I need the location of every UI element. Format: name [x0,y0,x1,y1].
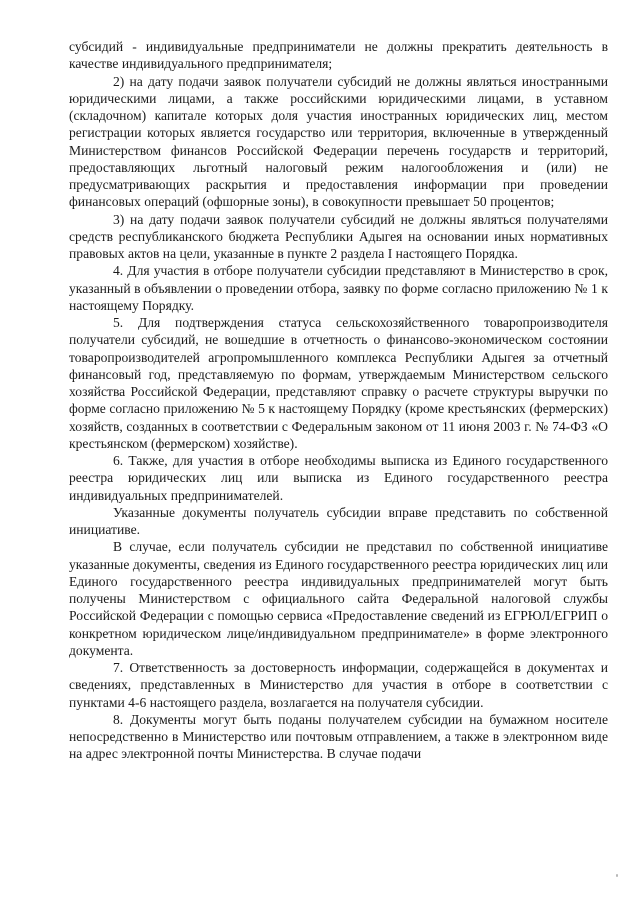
paragraph-6-own-initiative: Указанные документы получатель субсидии вправе представить по собственной инициативе. [69,504,608,537]
paragraph-7-responsibility: 7. Ответственность за достоверность информации, содержащейся в документах и сведениях, представленных в Министерство для участия в отборе в соответствии с пунктами 4-6 настоящего раздела, возлагается на получателя субсидии. [69,660,608,710]
document-body [69,38,608,763]
paragraph-4-application: 4. Для участия в отборе получатели субсидии представляют в Министерство в срок, указанный в объявлении о проведении отбора, заявку по форме согласно приложению № 1 к настоящему Порядку. [69,263,608,313]
paragraph-subsidy-continuation: субсидий - индивидуальные предприниматели не должны прекратить деятельность в качестве индивидуального предпринимателя; [69,39,608,72]
paragraph-item-2-foreign-entities: 2) на дату подачи заявок получатели субсидий не должны являться иностранными юридическими лицами, а также российскими юридическими лицами, в уставном (складочном) капитале которых доля участия иностранных юридических лиц, местом регистрации которых является государство или территория, включенные в утвержденный Министерством финансов Российской Федерации перечень государств и территорий, предоставляющих льготный налоговый режим налогообложения и (или) не предусматривающих раскрытия и предоставления информации при проведении финансовых операций (офшорные зоны), в совокупности превышает 50 процентов; [69,73,608,210]
paragraph-6-fns-service: В случае, если получатель субсидии не представил по собственной инициативе указанные документы, сведения из Единого государственного реестра юридических лиц или Единого государственного реестра индивидуальных предпринимателей могут быть получены Министерством с официального сайта Федеральной налоговой службы Российской Федерации с помощью сервиса «Предоставление сведений из ЕГРЮЛ/ЕГРИП о конкретном юридическом лице/индивидуальном предпринимателе» в форме электронного документа. [69,539,608,658]
scan-artifact [616,874,618,877]
paragraph-8-submission: 8. Документы могут быть поданы получателем субсидии на бумажном носителе непосредственно в Министерство или почтовым отправлением, а также в электронном виде на адрес электронной почты Министерства. В случае подачи [69,711,608,762]
paragraph-5-producer-status: 5. Для подтверждения статуса сельскохозяйственного товаропроизводителя получатели субсидий, не вошедшие в отчетность о финансово-экономическом состоянии товаропроизводителей агропромышленного комплекса Республики Адыгея за отчетный финансовый год, представляемую по формам, утверждаемым Министерством сельского хозяйства Российской Федерации, представляют справку о расчете структуры выручки по форме согласно приложению № 5 к настоящему Порядку (кроме крестьянских (фермерских) хозяйств, созданных в соответствии с Федеральным законом от 11 июня 2003 г. № 74-ФЗ «О крестьянском (фермерском) хозяйстве). [69,315,608,451]
paragraph-item-3-budget-funds: 3) на дату подачи заявок получатели субсидий не должны являться получателями средств республиканского бюджета Республики Адыгея на основании иных нормативных правовых актов на цели, указанные в пункте 2 раздела I настоящего Порядка. [69,211,608,261]
paragraph-6-registry-extract: 6. Также, для участия в отборе необходимы выписка из Единого государственного реестра юридических лиц или выписка из Единого государственного реестра индивидуальных предпринимателей. [69,453,608,503]
